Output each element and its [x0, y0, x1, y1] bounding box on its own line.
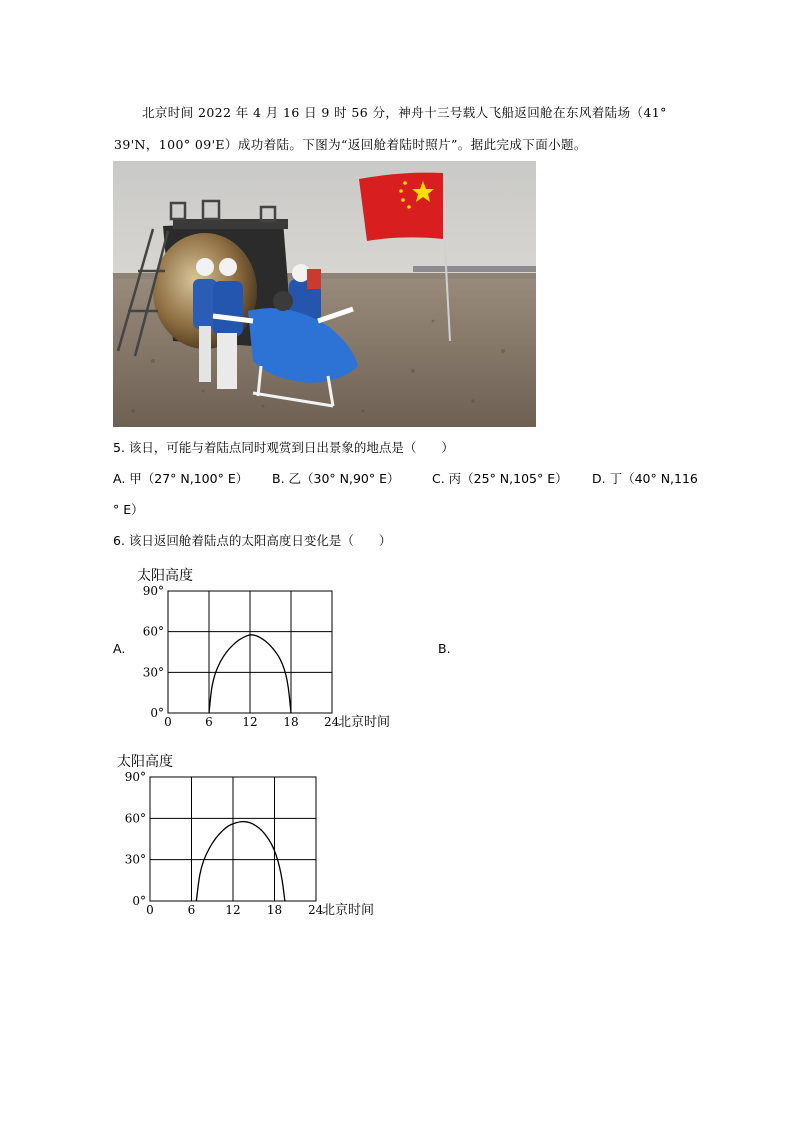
q6-option-b[interactable]: B.	[438, 641, 451, 656]
chart-a-plot	[143, 584, 390, 730]
chart-b-xtick: 6	[187, 903, 196, 917]
q5-option-d[interactable]: D. 丁（40° N,116	[592, 471, 698, 486]
q5-option-d-cont: ° E）	[113, 502, 144, 517]
chart-b-xtick: 24	[308, 903, 324, 917]
chart-b-curve	[196, 822, 285, 901]
chart-a-ytick: 30°	[142, 665, 164, 680]
landing-photo	[113, 161, 536, 427]
chart-a-xlabel: 北京时间	[338, 715, 391, 730]
chart-a-ytick: 60°	[142, 624, 164, 639]
chart-b-ytick: 60°	[124, 811, 146, 826]
chart-a-ytick: 0°	[150, 706, 164, 720]
chart-b-xtick: 0	[146, 903, 154, 917]
chart-b-ytick: 0°	[132, 894, 146, 908]
q5-option-c[interactable]: C. 丙（25° N,105° E）	[432, 471, 568, 486]
chart-b-xtick: 18	[266, 903, 283, 917]
chart-b-xtick: 12	[225, 903, 241, 917]
chart-a-ytick: 90°	[142, 584, 164, 598]
chart-b-xlabel: 北京时间	[322, 903, 375, 918]
chart-a-xtick: 18	[283, 715, 299, 729]
chart-a-ylabel: 太阳高度	[137, 568, 193, 584]
chart-b-ytick: 90°	[124, 770, 146, 784]
q5-stem: 5. 该日，可能与着陆点同时观赏到日出景象的地点是（ ）	[113, 440, 454, 455]
q5-option-b[interactable]: B. 乙（30° N,90° E）	[272, 471, 400, 486]
chart-a	[128, 563, 408, 733]
q5-option-a[interactable]: A. 甲（27° N,100° E）	[113, 471, 249, 486]
chart-b	[112, 750, 392, 922]
chart-b-plot	[125, 770, 374, 918]
chart-a-xtick: 24	[324, 715, 340, 729]
q6-option-a[interactable]: A.	[113, 641, 126, 656]
passage-line-2: 39'N，100° 09'E）成功着陆。下图为“返回舱着陆时照片”。据此完成下面小题。	[114, 137, 587, 152]
chart-b-ytick: 30°	[124, 852, 146, 867]
chart-a-xtick: 0	[164, 715, 172, 729]
chart-a-xtick: 12	[242, 715, 258, 729]
chart-b-ylabel: 太阳高度	[117, 754, 173, 770]
passage-line-1: 北京时间 2022 年 4 月 16 日 9 时 56 分，神舟十三号载人飞船返回舱在东风着陆场（41°	[142, 105, 667, 120]
q6-stem: 6. 该日返回舱着陆点的太阳高度日变化是（ ）	[113, 533, 392, 548]
chart-a-xtick: 6	[205, 715, 213, 729]
